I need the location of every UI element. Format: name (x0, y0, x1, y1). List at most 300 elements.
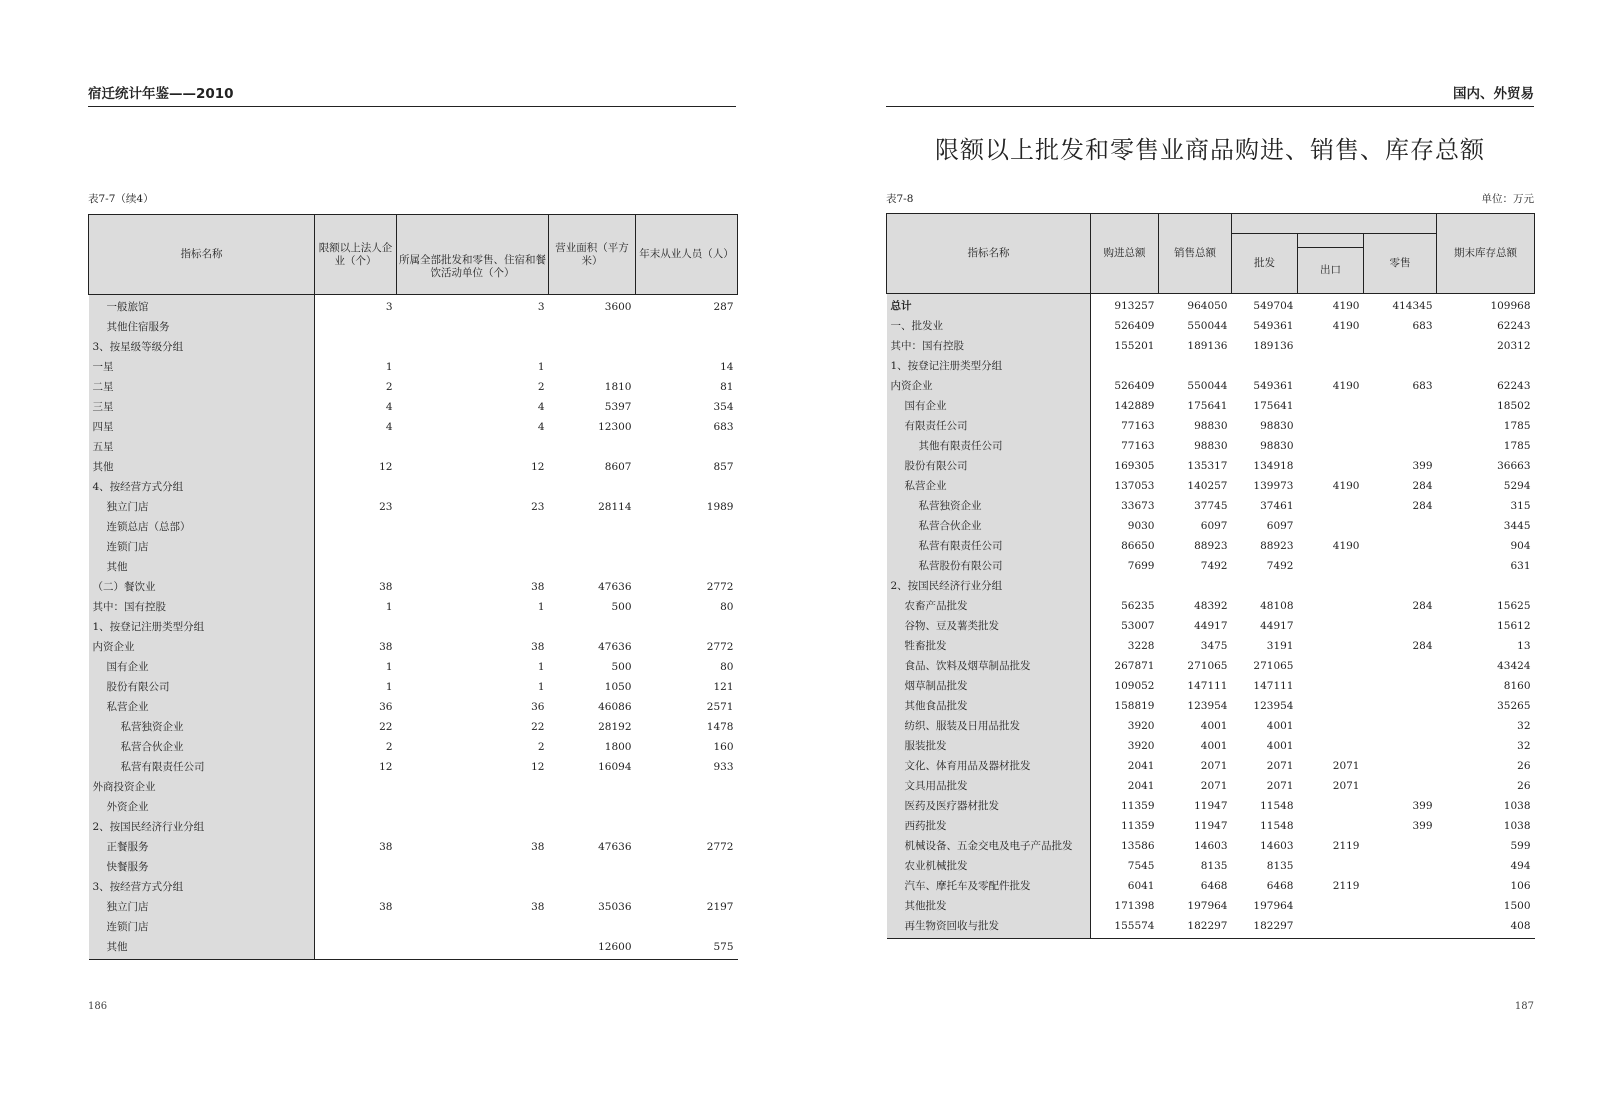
row-value (1298, 716, 1364, 736)
table-row (887, 316, 1535, 336)
row-value: 8135 (1200, 860, 1228, 872)
row-label: 文具用品批发 (887, 776, 1091, 796)
row-value (1364, 696, 1437, 716)
row-value: 1 (385, 681, 393, 693)
row-value: 38 (379, 581, 393, 593)
row-value: 137053 (1114, 480, 1155, 492)
row-value (549, 477, 636, 497)
row-value: 2071 (1200, 780, 1228, 792)
row-value: 81 (720, 381, 734, 393)
row-value: 12 (379, 461, 393, 473)
row-label: 独立门店 (89, 897, 315, 917)
unit-label: 单位：万元 (1481, 193, 1534, 205)
row-value (315, 797, 397, 817)
row-value (1232, 576, 1298, 596)
row-value: 171398 (1114, 900, 1155, 912)
row-value: 5397 (604, 401, 632, 413)
row-value: 175641 (1187, 400, 1228, 412)
row-value: 315 (1510, 500, 1531, 512)
row-value: 4 (537, 401, 545, 413)
row-value: 47636 (598, 841, 632, 853)
row-value: 135317 (1187, 460, 1228, 472)
row-label: 连锁门店 (89, 537, 315, 557)
row-value (1232, 356, 1298, 376)
row-value: 37461 (1260, 500, 1294, 512)
row-value (315, 857, 397, 877)
row-value (1364, 836, 1437, 856)
running-head: 国内、外贸易 (886, 84, 1534, 107)
row-label: 内资企业 (887, 376, 1091, 396)
row-label: 一般旅馆 (89, 295, 315, 318)
row-value: 62243 (1497, 380, 1531, 392)
row-label: 医药及医疗器材批发 (887, 796, 1091, 816)
row-value (1437, 356, 1535, 376)
row-value: 550044 (1187, 380, 1228, 392)
row-value: 182297 (1187, 920, 1228, 932)
row-value: 23 (379, 501, 393, 513)
header-employees: 年末从业人员（人） (636, 215, 738, 295)
table-row (887, 436, 1535, 456)
table-row (887, 294, 1535, 317)
table-row (89, 597, 738, 617)
row-value: 2772 (706, 581, 734, 593)
table-row (887, 636, 1535, 656)
row-value: 22 (379, 721, 393, 733)
header-indicator-name: 指标名称 (89, 215, 315, 295)
row-value (549, 337, 636, 357)
row-label: 汽车、摩托车及零配件批发 (887, 876, 1091, 896)
table-row (89, 357, 738, 377)
row-value: 1478 (706, 721, 734, 733)
row-value: 88923 (1260, 540, 1294, 552)
right-page (804, 0, 1609, 1099)
row-value: 15625 (1497, 600, 1531, 612)
table-row (89, 437, 738, 457)
row-value: 16094 (598, 761, 632, 773)
row-value (397, 877, 549, 897)
row-label: 其中：国有控股 (89, 597, 315, 617)
row-label: 股份有限公司 (89, 677, 315, 697)
row-value: 1810 (604, 381, 632, 393)
row-label: 其中：国有控股 (887, 336, 1091, 356)
row-value (315, 557, 397, 577)
row-label: 四星 (89, 417, 315, 437)
row-value: 2197 (706, 901, 734, 913)
row-label: 二星 (89, 377, 315, 397)
header-sales-total: 销售总额 (1159, 214, 1232, 294)
header-export-spacer (1298, 234, 1364, 248)
row-value (1364, 656, 1437, 676)
row-value: 631 (1510, 560, 1531, 572)
row-value: 43424 (1497, 660, 1531, 672)
row-value (549, 817, 636, 837)
row-value: 933 (713, 761, 734, 773)
row-value (549, 517, 636, 537)
row-value: 399 (1412, 460, 1433, 472)
row-value: 4 (385, 421, 393, 433)
row-label: 内资企业 (89, 637, 315, 657)
row-value (1298, 596, 1364, 616)
row-value (315, 477, 397, 497)
row-value: 287 (713, 301, 734, 313)
row-value: 109052 (1114, 680, 1155, 692)
row-value: 123954 (1187, 700, 1228, 712)
row-value (397, 557, 549, 577)
row-value: 23 (531, 501, 545, 513)
row-label: 3、按经营方式分组 (89, 877, 315, 897)
row-label: 2、按国民经济行业分组 (887, 576, 1091, 596)
row-value: 284 (1412, 500, 1433, 512)
table-row (89, 697, 738, 717)
row-value: 38 (379, 841, 393, 853)
row-value: 12 (531, 461, 545, 473)
row-value (1364, 856, 1437, 876)
row-value (636, 557, 738, 577)
row-value: 1 (537, 681, 545, 693)
row-value: 2071 (1332, 760, 1360, 772)
row-value: 44917 (1260, 620, 1294, 632)
row-value (1298, 676, 1364, 696)
row-value: 575 (713, 941, 734, 953)
left-table-header (89, 215, 738, 295)
row-value: 158819 (1114, 700, 1155, 712)
table-row (887, 536, 1535, 556)
row-value (549, 777, 636, 797)
row-value: 1800 (604, 741, 632, 753)
row-value (636, 477, 738, 497)
row-value: 26 (1517, 780, 1531, 792)
table-row (887, 676, 1535, 696)
table-row (887, 916, 1535, 939)
row-value (397, 857, 549, 877)
row-value: 549361 (1253, 320, 1294, 332)
row-value (636, 317, 738, 337)
table-label: 表7-7（续4） (88, 193, 154, 205)
row-value: 267871 (1114, 660, 1155, 672)
table-row (887, 716, 1535, 736)
table-row (887, 356, 1535, 376)
table-row (887, 576, 1535, 596)
row-value: 26 (1517, 760, 1531, 772)
row-value (549, 557, 636, 577)
table-row (89, 917, 738, 937)
row-label: 一、批发业 (887, 316, 1091, 336)
row-value: 35036 (598, 901, 632, 913)
row-value: 44917 (1194, 620, 1228, 632)
table-row (89, 617, 738, 637)
left-page (0, 0, 804, 1099)
row-value (636, 537, 738, 557)
row-value: 11548 (1260, 800, 1294, 812)
row-value (397, 917, 549, 937)
row-value (636, 917, 738, 937)
row-value: 2071 (1332, 780, 1360, 792)
row-value: 4001 (1200, 740, 1228, 752)
row-value: 33673 (1121, 500, 1155, 512)
row-label: （二）餐饮业 (89, 577, 315, 597)
row-value (397, 817, 549, 837)
row-value: 12300 (598, 421, 632, 433)
row-value: 53007 (1121, 620, 1155, 632)
row-value: 12 (531, 761, 545, 773)
row-label: 其他 (89, 557, 315, 577)
row-label: 2、按国民经济行业分组 (89, 817, 315, 837)
row-value: 77163 (1121, 440, 1155, 452)
row-value (549, 437, 636, 457)
row-value (1437, 576, 1535, 596)
row-value: 2 (537, 381, 545, 393)
row-value (636, 857, 738, 877)
table-row (89, 817, 738, 837)
row-value: 14 (720, 361, 734, 373)
row-label: 连锁门店 (89, 917, 315, 937)
row-value: 123954 (1253, 700, 1294, 712)
row-value: 7545 (1127, 860, 1155, 872)
row-value: 134918 (1253, 460, 1294, 472)
row-value: 56235 (1121, 600, 1155, 612)
row-value: 2 (537, 741, 545, 753)
row-label: 其他住宿服务 (89, 317, 315, 337)
row-value (1298, 796, 1364, 816)
table-row (89, 295, 738, 318)
row-value: 1 (537, 661, 545, 673)
table-row (89, 737, 738, 757)
row-value (1364, 556, 1437, 576)
row-value: 12 (379, 761, 393, 773)
row-value: 35265 (1497, 700, 1531, 712)
row-value (1364, 716, 1437, 736)
table-row (89, 557, 738, 577)
row-value (1159, 576, 1232, 596)
row-value (636, 817, 738, 837)
row-value: 500 (611, 601, 632, 613)
row-value (636, 337, 738, 357)
row-label: 国有企业 (887, 396, 1091, 416)
row-value: 4190 (1332, 480, 1360, 492)
row-value: 494 (1510, 860, 1531, 872)
row-value (1364, 536, 1437, 556)
table-row (887, 596, 1535, 616)
table-row (89, 457, 738, 477)
row-value: 88923 (1194, 540, 1228, 552)
row-value: 36 (531, 701, 545, 713)
row-label: 总计 (887, 294, 1091, 317)
row-value (397, 337, 549, 357)
row-value (549, 857, 636, 877)
table-row (89, 857, 738, 877)
row-value: 2041 (1127, 760, 1155, 772)
row-value: 62243 (1497, 320, 1531, 332)
row-value (1364, 876, 1437, 896)
row-value: 15612 (1497, 620, 1531, 632)
row-value: 147111 (1253, 680, 1294, 692)
row-value: 1 (385, 601, 393, 613)
row-value (1298, 656, 1364, 676)
header-area: 营业面积（平方米） (549, 215, 636, 295)
row-value (397, 537, 549, 557)
row-label: 机械设备、五金交电及电子产品批发 (887, 836, 1091, 856)
row-value: 38 (531, 841, 545, 853)
row-value: 13586 (1121, 840, 1155, 852)
row-value (1364, 756, 1437, 776)
row-value: 3920 (1127, 720, 1155, 732)
row-value: 1500 (1503, 900, 1531, 912)
row-value (1364, 356, 1437, 376)
row-label: 农业机械批发 (887, 856, 1091, 876)
row-value: 80 (720, 601, 734, 613)
row-value: 2071 (1266, 760, 1294, 772)
row-value (1364, 676, 1437, 696)
row-value (1159, 356, 1232, 376)
page-number: 186 (88, 1001, 108, 1012)
row-value: 9030 (1127, 520, 1155, 532)
row-value (1364, 576, 1437, 596)
row-value: 3920 (1127, 740, 1155, 752)
row-value (1298, 516, 1364, 536)
row-value: 106 (1510, 880, 1531, 892)
row-value (397, 437, 549, 457)
row-value (636, 517, 738, 537)
row-label: 快餐服务 (89, 857, 315, 877)
row-value: 1785 (1503, 440, 1531, 452)
row-value: 2119 (1332, 840, 1360, 852)
row-value: 22 (531, 721, 545, 733)
row-value (1298, 736, 1364, 756)
row-value: 139973 (1253, 480, 1294, 492)
row-value (315, 317, 397, 337)
row-label: 1、按登记注册类型分组 (887, 356, 1091, 376)
row-value: 271065 (1187, 660, 1228, 672)
table-row (887, 656, 1535, 676)
row-value: 683 (1412, 320, 1433, 332)
header-wholesale: 批发 (1232, 234, 1298, 294)
row-value: 182297 (1253, 920, 1294, 932)
row-value: 155201 (1114, 340, 1155, 352)
row-value (549, 877, 636, 897)
table-row (887, 696, 1535, 716)
table-row (887, 816, 1535, 836)
table-row (887, 616, 1535, 636)
row-label: 私营有限责任公司 (887, 536, 1091, 556)
row-value (1298, 696, 1364, 716)
row-value: 18502 (1497, 400, 1531, 412)
table-row (89, 757, 738, 777)
row-value: 3191 (1266, 640, 1294, 652)
row-value: 46086 (598, 701, 632, 713)
row-label: 纺织、服装及日用品批发 (887, 716, 1091, 736)
table-row (887, 776, 1535, 796)
row-value (397, 477, 549, 497)
row-value: 11359 (1121, 820, 1155, 832)
row-value (1298, 336, 1364, 356)
row-label: 烟草制品批发 (887, 676, 1091, 696)
row-value: 38 (531, 901, 545, 913)
row-value: 155574 (1114, 920, 1155, 932)
row-value: 857 (713, 461, 734, 473)
table-row (89, 417, 738, 437)
row-value (397, 617, 549, 637)
row-value: 3445 (1503, 520, 1531, 532)
row-value: 197964 (1187, 900, 1228, 912)
table-row (887, 556, 1535, 576)
table-row (887, 856, 1535, 876)
row-value (1364, 396, 1437, 416)
row-label: 私营合伙企业 (89, 737, 315, 757)
row-value: 8160 (1503, 680, 1531, 692)
row-value (1298, 816, 1364, 836)
row-label: 外商投资企业 (89, 777, 315, 797)
row-value: 28114 (598, 501, 632, 513)
table-row (887, 416, 1535, 436)
row-value (549, 317, 636, 337)
row-value: 7492 (1266, 560, 1294, 572)
table-row (89, 837, 738, 857)
row-value: 11947 (1194, 820, 1228, 832)
row-label: 正餐服务 (89, 837, 315, 857)
row-value (549, 537, 636, 557)
row-value: 47636 (598, 641, 632, 653)
row-value: 526409 (1114, 320, 1155, 332)
row-value: 2071 (1266, 780, 1294, 792)
row-value: 189136 (1187, 340, 1228, 352)
right-table-header (887, 214, 1535, 294)
row-value: 38 (379, 901, 393, 913)
row-value: 399 (1412, 800, 1433, 812)
header-indicator-name: 指标名称 (887, 214, 1091, 294)
row-label: 3、按星级等级分组 (89, 337, 315, 357)
row-value: 98830 (1194, 440, 1228, 452)
row-value: 98830 (1194, 420, 1228, 432)
row-value: 4190 (1332, 380, 1360, 392)
row-value: 160 (713, 741, 734, 753)
table-row (89, 717, 738, 737)
row-value (315, 337, 397, 357)
table-row (89, 397, 738, 417)
row-value: 47636 (598, 581, 632, 593)
row-value: 1038 (1503, 800, 1531, 812)
row-value: 169305 (1114, 460, 1155, 472)
row-value: 6041 (1127, 880, 1155, 892)
table-row (89, 477, 738, 497)
row-label: 股份有限公司 (887, 456, 1091, 476)
header-retail: 零售 (1364, 234, 1437, 294)
row-value: 4001 (1200, 720, 1228, 732)
row-label: 其他批发 (887, 896, 1091, 916)
table-row (89, 377, 738, 397)
row-value: 913257 (1114, 300, 1155, 312)
row-value (549, 357, 636, 377)
row-value: 4 (537, 421, 545, 433)
table-row (887, 796, 1535, 816)
table-row (887, 876, 1535, 896)
row-value: 175641 (1253, 400, 1294, 412)
row-value: 98830 (1260, 440, 1294, 452)
row-value: 140257 (1187, 480, 1228, 492)
left-data-table (88, 214, 738, 960)
table-row (89, 657, 738, 677)
row-value (1364, 416, 1437, 436)
row-value: 3 (537, 301, 545, 313)
row-value: 2 (385, 381, 393, 393)
row-value: 1038 (1503, 820, 1531, 832)
row-value: 36663 (1497, 460, 1531, 472)
row-value: 1 (537, 361, 545, 373)
row-label: 文化、体育用品及器材批发 (887, 756, 1091, 776)
row-value: 549361 (1253, 380, 1294, 392)
row-label: 私营企业 (89, 697, 315, 717)
table-row (887, 836, 1535, 856)
row-value: 14603 (1194, 840, 1228, 852)
